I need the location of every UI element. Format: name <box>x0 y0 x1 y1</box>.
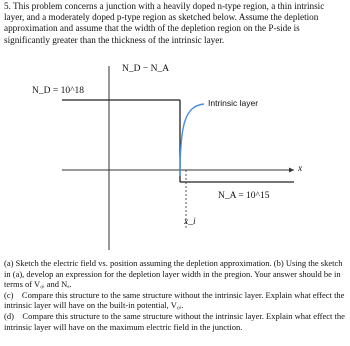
nd-value-label: N_D = 10^18 <box>32 86 85 96</box>
intrinsic-pointer-curve <box>180 104 204 176</box>
x-axis-label: x <box>298 164 303 174</box>
questions-block <box>4 258 345 332</box>
na-value-label: N_A = 10^15 <box>218 191 270 201</box>
xi-label: x_i <box>184 217 196 227</box>
problem-number: 5. <box>4 1 11 11</box>
x-axis-arrow-icon <box>289 168 294 173</box>
intrinsic-layer-label: Intrinsic layer <box>208 98 259 108</box>
question-d: (d) Compare this structure to the same structure without the intrinsic layer. Explain what effect the intrinsic layer will have on the maximum electric field in the junction. <box>4 310 345 332</box>
problem-text: This problem concerns a junction with a heavily doped n-type region, a thin intrinsic layer, and a moderately doped p-type region as sketched below. Assume the depletion approximation and assume that the width of the depletion region on the P-side is significantly greater than the thickness of the intrinsic layer. <box>4 1 325 45</box>
doping-profile-figure <box>22 64 322 254</box>
question-a-b: (a) Sketch the electric field vs. position assuming the depletion approximation. (b) Using the sketch in (a), develop an expression for the depletion layer width in the pregion. Your answer should be in terms of V₀ᵢ and Nₐ. <box>4 258 343 290</box>
question-c: (c) Compare this structure to the same structure without the intrinsic layer. Explain what effect the intrinsic layer will have on the built-in potential, V₀ᵢ. <box>4 289 345 311</box>
problem-statement <box>4 1 345 46</box>
nd-na-axis-label: N_D − N_A <box>122 64 170 74</box>
